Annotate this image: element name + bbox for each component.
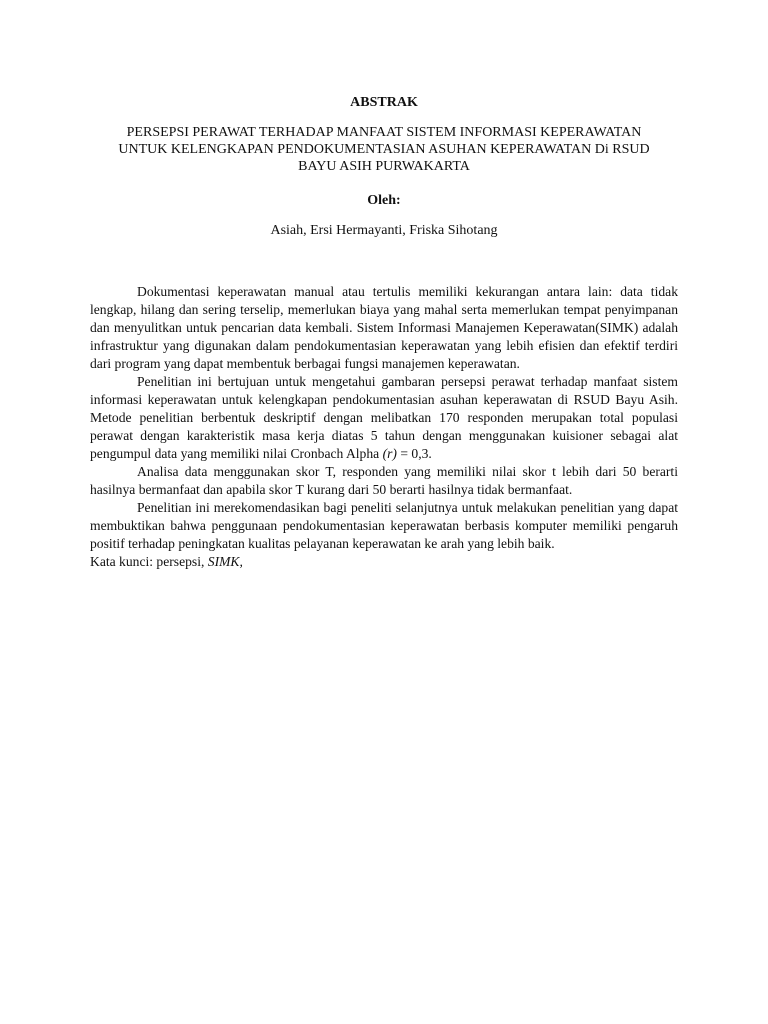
title-line-1: PERSEPSI PERAWAT TERHADAP MANFAAT SISTEM INFORMASI KEPERAWATAN — [126, 125, 642, 140]
paper-title — [80, 124, 688, 175]
abstract-body — [90, 283, 678, 571]
keywords-line — [90, 553, 678, 571]
paragraph-4: Penelitian ini merekomendasikan bagi peneliti selanjutnya untuk melakukan penelitian yang dapat membuktikan bahwa penggunaan pendokumentasian keperawatan berbasis komputer memiliki pengaruh positif terhadap peningkatan kualitas pelayanan keperawatan ke arah yang lebih baik. — [90, 500, 678, 551]
by-label: Oleh: — [367, 193, 401, 208]
paragraph-3: Analisa data menggunakan skor T, responden yang memiliki nilai skor t lebih dari 50 berarti hasilnya bermanfaat dan apabila skor T kurang dari 50 berarti hasilnya tidak bermanfaat. — [90, 464, 678, 497]
keywords-label: Kata kunci: persepsi, — [90, 554, 208, 569]
title-line-3: BAYU ASIH PURWAKARTA — [298, 159, 470, 174]
abstract-heading: ABSTRAK — [350, 95, 418, 110]
cronbach-alpha-symbol: (r) — [382, 446, 397, 461]
paragraph-2-text: Penelitian ini bertujuan untuk mengetahui gambaran persepsi perawat terhadap manfaat sistem informasi keperawatan untuk kelengkapan pendokumentasian asuhan keperawatan di RSUD Bayu Asih. Metode penelitian berbentuk deskriptif dengan melibatkan 170 responden merupakan total populasi perawat dengan karakteristik masa kerja diatas 5 tahun dengan menggunakan kuisioner sebagai alat pengumpul data yang memiliki nilai Cronbach Alpha — [90, 374, 678, 461]
paragraph-2 — [90, 373, 678, 463]
cronbach-alpha-value: = 0,3. — [396, 446, 432, 461]
paragraph-1: Dokumentasi keperawatan manual atau tertulis memiliki kekurangan antara lain: data tidak lengkap, hilang dan sering terselip, memerlukan biaya yang mahal serta memerlukan tempat penyimpanan dan menyulitkan untuk pencarian data kembali. Sistem Informasi Manajemen Keperawatan(SIMK) adalah infrastruktur yang digunakan dalam pendokumentasian keperawatan yang lebih efisien dan efektif terdiri dari program yang dapat membentuk berbagai fungsi manajemen keperawatan. — [90, 284, 678, 371]
author-list: Asiah, Ersi Hermayanti, Friska Sihotang — [270, 223, 498, 238]
keyword-simk: SIMK, — [207, 554, 243, 569]
title-line-2: UNTUK KELENGKAPAN PENDOKUMENTASIAN ASUHAN KEPERAWATAN Di RSUD — [118, 142, 650, 157]
